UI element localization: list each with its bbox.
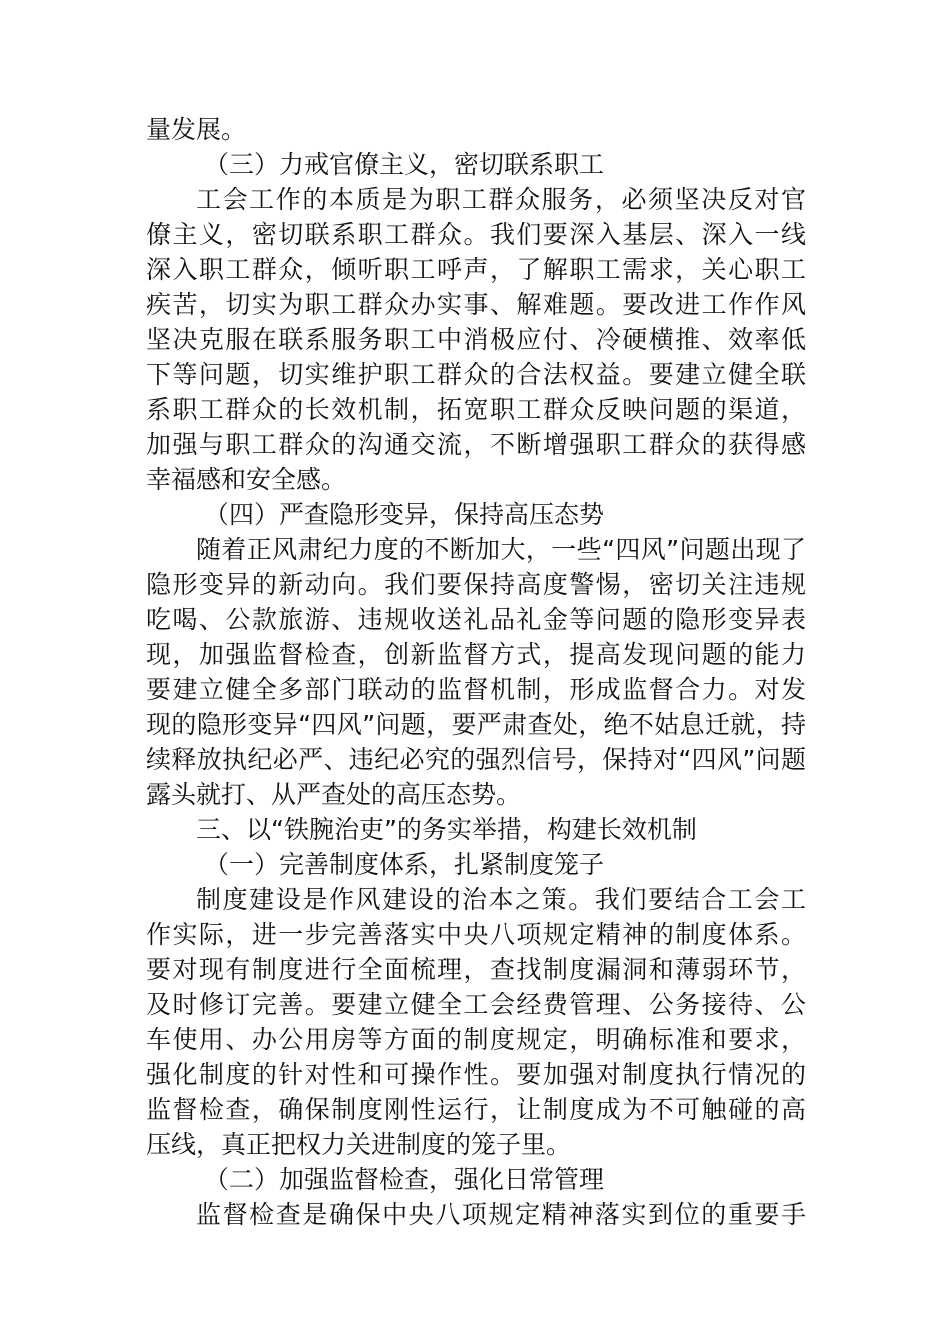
paragraph-line: 车使用、办公用房等方面的制度规定，明确标准和要求， — [146, 1025, 806, 1054]
paragraph-line: 制度建设是作风建设的治本之策。我们要结合工会工 — [196, 885, 806, 914]
paragraph-line: 吃喝、公款旅游、违规收送礼品礼金等问题的隐形变异表 — [146, 605, 806, 634]
paragraph-line: 系职工群众的长效机制，拓宽职工群众反映问题的渠道， — [146, 395, 806, 424]
section-heading: 三、以“铁腕治吏”的务实举措，构建长效机制 — [196, 815, 697, 844]
paragraph-line: 加强与职工群众的沟通交流，不断增强职工群众的获得感 — [146, 430, 806, 459]
paragraph-line: 幸福感和安全感。 — [146, 465, 347, 494]
paragraph-line: 压线，真正把权力关进制度的笼子里。 — [146, 1130, 572, 1159]
paragraph-line: 隐形变异的新动向。我们要保持高度警惕，密切关注违规 — [146, 570, 806, 599]
paragraph-line: 量发展。 — [146, 115, 247, 144]
paragraph-line: 监督检查，确保制度刚性运行，让制度成为不可触碰的高 — [146, 1095, 806, 1124]
paragraph-line: 下等问题，切实维护职工群众的合法权益。要建立健全联 — [146, 360, 806, 389]
paragraph-line: 要对现有制度进行全面梳理，查找制度漏洞和薄弱环节， — [146, 955, 806, 984]
paragraph-line: 深入职工群众，倾听职工呼声，了解职工需求，关心职工 — [146, 255, 806, 284]
section-subheading: （一）完善制度体系，扎紧制度笼子 — [204, 850, 605, 879]
paragraph-line: 僚主义，密切联系职工群众。我们要深入基层、深入一线 — [146, 220, 806, 249]
document-body — [146, 112, 806, 1232]
paragraph-line: 露头就打、从严查处的高压态势。 — [146, 780, 522, 809]
paragraph-line: 续释放执纪必严、违纪必究的强烈信号，保持对“四风”问题 — [146, 745, 806, 774]
paragraph-line: 坚决克服在联系服务职工中消极应付、冷硬横推、效率低 — [146, 325, 806, 354]
paragraph-line: 强化制度的针对性和可操作性。要加强对制度执行情况的 — [146, 1060, 806, 1089]
section-subheading: （二）加强监督检查，强化日常管理 — [204, 1165, 605, 1194]
section-subheading: （三）力戒官僚主义，密切联系职工 — [204, 150, 605, 179]
paragraph-line: 工会工作的本质是为职工群众服务，必须坚决反对官 — [196, 185, 806, 214]
section-subheading: （四）严查隐形变异，保持高压态势 — [204, 500, 605, 529]
paragraph-line: 及时修订完善。要建立健全工会经费管理、公务接待、公 — [146, 990, 806, 1019]
paragraph-line: 随着正风肃纪力度的不断加大，一些“四风”问题出现了 — [196, 535, 806, 564]
paragraph-line: 监督检查是确保中央八项规定精神落实到位的重要手 — [196, 1200, 806, 1229]
paragraph-line: 疾苦，切实为职工群众办实事、解难题。要改进工作作风 — [146, 290, 806, 319]
paragraph-line: 现的隐形变异“四风”问题，要严肃查处，绝不姑息迁就，持 — [146, 710, 806, 739]
paragraph-line: 现，加强监督检查，创新监督方式，提高发现问题的能力 — [146, 640, 806, 669]
paragraph-line: 要建立健全多部门联动的监督机制，形成监督合力。对发 — [146, 675, 806, 704]
paragraph-line: 作实际，进一步完善落实中央八项规定精神的制度体系。 — [146, 920, 806, 949]
